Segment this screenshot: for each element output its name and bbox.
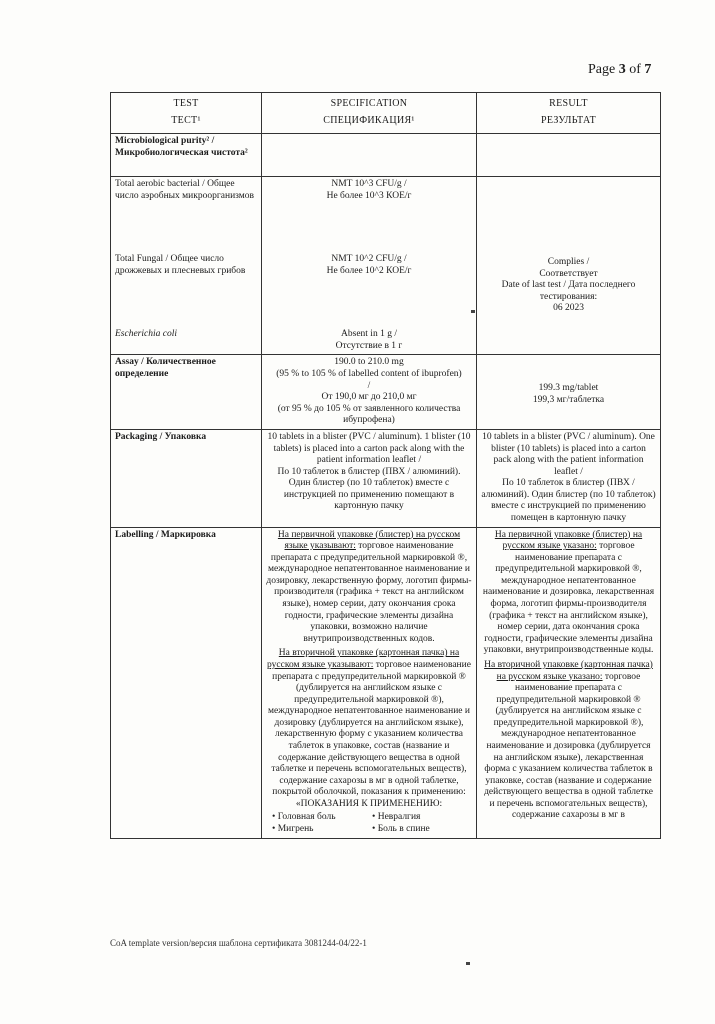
packaging-spec: 10 tablets in a blister (PVC / aluminum). 1 blister (10 tablets) is placed into a carton pack along with the patient information leaflet / По 10 таблеток в блистер (ПВХ / алюминий). Один блистер (по 10 таблеток) вместе с инструкцией по применению помещают в картонную пачку	[262, 429, 477, 527]
indications-list	[266, 812, 472, 835]
micro-tests: Total aerobic bacterial / Общее число аэробных микроорганизмов Total Fungal / Общее число дрожжевых и плесневых грибов Escherichia coli	[111, 177, 262, 355]
assay-spec: 190.0 to 210.0 mg (95 % to 105 % of labelled content of ibuprofen) / От 190,0 мг до 210,0 мг (от 95 % до 105 % от заявленного количества ибупрофена)	[262, 355, 477, 429]
scan-speck	[466, 962, 470, 965]
list-item: • Боль в спине	[372, 824, 472, 836]
list-item: • Головная боль	[272, 812, 372, 824]
page-number: Page 3 of 7	[588, 62, 652, 77]
micro-result: Complies / Соответствует Date of last test / Дата последнего тестирования: 06 2023	[477, 177, 661, 355]
list-item: • Мигрень	[272, 824, 372, 836]
table-row	[111, 429, 661, 527]
assay-test: Assay / Количественное определение	[111, 355, 262, 429]
packaging-test: Packaging / Упаковка	[111, 429, 262, 527]
table-row	[111, 134, 661, 177]
assay-result: 199.3 mg/tablet 199,3 мг/таблетка	[477, 355, 661, 429]
header-specification: SPECIFICATION СПЕЦИФИКАЦИЯ¹	[262, 93, 477, 134]
specification-table	[110, 92, 661, 839]
footer-template-version: CoA template version/версия шаблона сертификата 3081244-04/22-1	[110, 938, 367, 948]
labelling-result: На первичной упаковке (блистер) на русском языке указано: торговое наименование препарата с предупредительной маркировкой ®, международное непатентованное наименование и дозировка, лекарственная форма, логотип фирмы-производителя (графика + текст на английском языке), номер серии, дата окончания срока годности, графические элементы дизайна упаковки, внутрипроизводственные коды. На вторичной упаковке (картонная пачка) на русском языке указано: торговое наименование препарата с предупредительной маркировкой ® (дублируется на английском языке с предупредительной маркировкой ®), международное непатентованное наименование и дозировка (дублируется на английском языке), лекарственная форма с указанием количества таблеток в упаковке, состав (название и содержание действующего вещества в одной таблетке и перечень вспомогательных веществ), содержание сахарозы в мг в	[477, 527, 661, 838]
micro-title: Microbiological purity² / Микробиологическая чистота²	[111, 134, 262, 177]
labelling-spec: На первичной упаковке (блистер) на русском языке указывают: торговое наименование препарата с предупредительной маркировкой ®, международное непатентованное наименование и дозировку, лекарственную форму, логотип фирмы-производителя (графика + текст на английском языке), номер серии, дату окончания срока годности, графические элементы дизайна упаковки, возможно наличие внутрипроизводственных кодов. На вторичной упаковке (картонная пачка) на русском языке указывают: торговое наименование препарата с предупредительной маркировкой ® (дублируется на английском языке с предупредительной маркировкой ®), международное непатентованное наименование и дозировку (дублируется на английском языке), лекарственную форму с указанием количества таблеток в упаковке, состав (название и содержание действующего вещества в одной таблетке и перечень вспомогательных веществ), содержание сахарозы в мг в одной таблетке, покрытой оболочкой, показания к применению: «ПОКАЗАНИЯ К ПРИМЕНЕНИЮ: • Головная боль • Невралгия • Мигрень • Боль в спине	[262, 527, 477, 838]
header-test: TEST ТЕСТ¹	[111, 93, 262, 134]
table-row	[111, 177, 661, 355]
labelling-test: Labelling / Маркировка	[111, 527, 262, 838]
table-header-row	[111, 93, 661, 134]
list-item: • Невралгия	[372, 812, 472, 824]
header-result: RESULT РЕЗУЛЬТАТ	[477, 93, 661, 134]
scan-speck	[471, 310, 475, 313]
micro-specs: NMT 10^3 CFU/g / Не более 10^3 КОЕ/г NMT 10^2 CFU/g / Не более 10^2 КОЕ/г Absent in 1 g / Отсутствие в 1 г	[262, 177, 477, 355]
table-row	[111, 355, 661, 429]
packaging-result: 10 tablets in a blister (PVC / aluminum). One blister (10 tablets) is placed into a carton pack along with the patient information leaflet / По 10 таблеток в блистер (ПВХ / алюминий). Один блистер (по 10 таблеток) вместе с инструкцией по применению помещен в картонную пачку	[477, 429, 661, 527]
table-row	[111, 527, 661, 838]
